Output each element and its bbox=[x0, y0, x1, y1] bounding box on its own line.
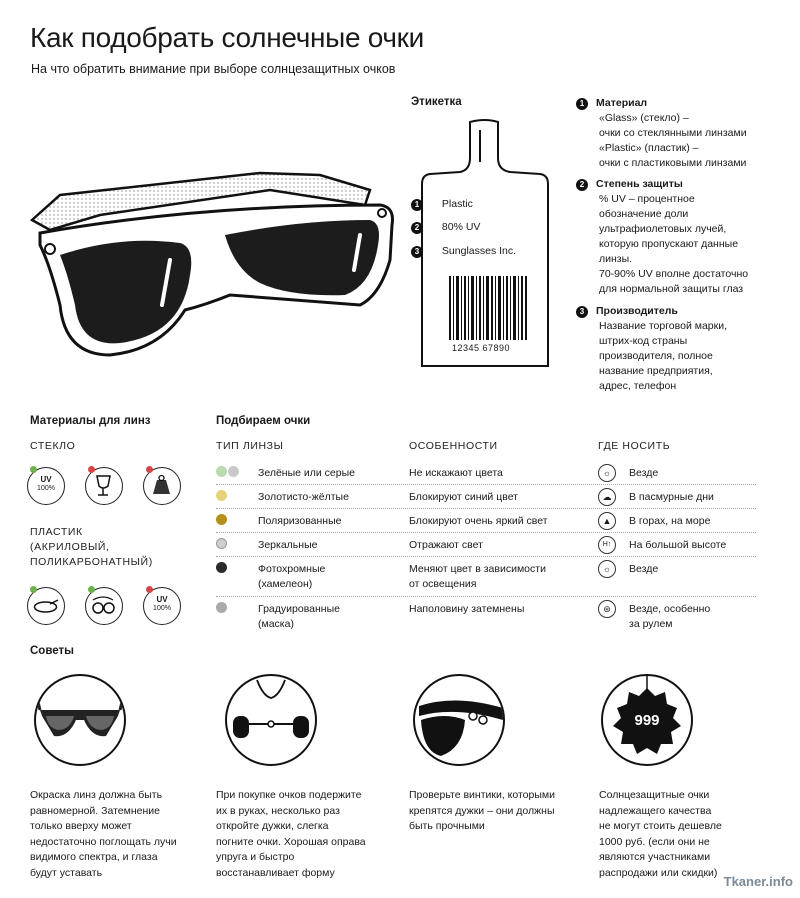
tinted-glasses-icon bbox=[34, 674, 126, 766]
note-manufacturer bbox=[576, 304, 791, 394]
tip-text-2 bbox=[216, 788, 396, 881]
tip-line: 1000 руб. (если они не bbox=[599, 835, 710, 848]
minus-icon bbox=[88, 466, 95, 473]
steering-wheel-icon: ⊛ bbox=[598, 600, 616, 618]
number-badge: 1 bbox=[411, 199, 423, 211]
lens-type bbox=[258, 562, 325, 592]
note-line: «Plastic» (пластик) – bbox=[599, 142, 699, 154]
lens-where: Везде bbox=[629, 563, 659, 575]
number-badge: 2 bbox=[411, 222, 423, 234]
divider bbox=[216, 556, 756, 557]
lens-mirror-swatch bbox=[216, 538, 227, 549]
table-row bbox=[216, 488, 756, 508]
plus-icon bbox=[88, 586, 95, 593]
number-badge: 3 bbox=[411, 246, 423, 258]
price-tag-icon bbox=[601, 674, 693, 766]
uv-text: UV bbox=[156, 595, 168, 604]
glass-label: СТЕКЛО bbox=[30, 440, 76, 452]
sun-icon: ☼ bbox=[598, 464, 616, 482]
sunglasses-illustration bbox=[20, 165, 400, 385]
label-line-1 bbox=[411, 197, 473, 212]
barcode-number: 12345 67890 bbox=[452, 343, 511, 353]
tip-line: распродажи или скидки) bbox=[599, 866, 718, 879]
note-title: Производитель bbox=[596, 305, 678, 317]
divider bbox=[216, 484, 756, 485]
col-where-header: ГДЕ НОСИТЬ bbox=[598, 440, 671, 452]
lens-type bbox=[258, 602, 340, 632]
lens-type-line: (маска) bbox=[258, 618, 294, 630]
lens-where: На большой высоте bbox=[629, 539, 727, 551]
uv-percent: 100% bbox=[153, 605, 171, 612]
note-line: которую пропускают данные bbox=[599, 238, 739, 250]
tip-line: будут уставать bbox=[30, 866, 103, 879]
tip-line: равномерной. Затемнение bbox=[30, 804, 160, 817]
note-title: Материал bbox=[596, 97, 648, 109]
minus-icon bbox=[146, 466, 153, 473]
price-tag-text: 999 bbox=[634, 712, 660, 729]
tip-line: Окраска линз должна быть bbox=[30, 789, 163, 801]
barcode bbox=[449, 276, 529, 340]
lens-swatch bbox=[216, 514, 227, 528]
plastic-label-3: ПОЛИКАРБОНАТНЫЙ) bbox=[30, 556, 153, 568]
note-protection bbox=[576, 177, 791, 297]
lens-features-line: от освещения bbox=[409, 578, 477, 590]
tip-line: быть прочными bbox=[409, 820, 485, 832]
plus-icon bbox=[30, 586, 37, 593]
label-line-2-text: 80% UV bbox=[441, 221, 481, 233]
altitude-icon: H↑ bbox=[598, 536, 616, 554]
lens-features-line: Меняют цвет в зависимости bbox=[409, 563, 546, 575]
mountain-icon: ▲ bbox=[598, 512, 616, 530]
lens-type-line: Фотохромные bbox=[258, 563, 326, 575]
lens-where: В горах, на море bbox=[629, 515, 711, 527]
tip-line: упруга и быстро bbox=[216, 851, 295, 863]
lens-swatch bbox=[216, 602, 227, 616]
note-line: штрих-код страны bbox=[599, 335, 688, 347]
lens-features: Блокируют синий цвет bbox=[409, 491, 518, 503]
lens-type-line: Градуированные bbox=[258, 603, 340, 615]
table-row bbox=[216, 512, 756, 532]
tip-line: При покупке очков подержите bbox=[216, 789, 362, 801]
tip-line: надлежащего качества bbox=[599, 804, 712, 817]
lens-gradient-swatch bbox=[216, 602, 227, 613]
divider bbox=[216, 508, 756, 509]
table-row bbox=[216, 536, 756, 556]
tip-line: недостаточно поглощать лучи bbox=[30, 835, 177, 848]
tip-line: видимого спектра, и глаза bbox=[30, 851, 158, 863]
lens-type: Золотисто-жёлтые bbox=[258, 491, 349, 503]
note-line: адрес, телефон bbox=[599, 380, 677, 392]
flex-temples-icon bbox=[225, 674, 317, 766]
plastic-label-1: ПЛАСТИК bbox=[30, 526, 83, 538]
lens-type: Зеркальные bbox=[258, 539, 318, 551]
lens-swatch bbox=[216, 466, 239, 480]
tip-line: их в руках, несколько раз bbox=[216, 804, 340, 817]
lens-type: Зелёные или серые bbox=[258, 467, 355, 479]
note-line: название предприятия, bbox=[599, 365, 713, 377]
lens-swatch bbox=[216, 490, 227, 504]
note-line: % UV – процентное bbox=[599, 193, 695, 205]
cloud-icon: ☁ bbox=[598, 488, 616, 506]
page-title: Как подобрать солнечные очки bbox=[30, 22, 424, 53]
tip-text-4 bbox=[599, 788, 779, 881]
lens-where bbox=[629, 602, 710, 632]
col-features-header: ОСОБЕННОСТИ bbox=[409, 440, 498, 452]
note-line: очки со стеклянными линзами bbox=[599, 127, 747, 139]
lens-where-line: за рулем bbox=[629, 618, 673, 630]
lens-features: Наполовину затемнены bbox=[409, 603, 525, 615]
tip-line: только вверху может bbox=[30, 820, 132, 832]
table-row bbox=[216, 560, 756, 596]
lens-features bbox=[409, 562, 546, 592]
table-row bbox=[216, 464, 756, 484]
page-subtitle: На что обратить внимание при выборе солнцезащитных очков bbox=[31, 62, 396, 76]
note-line: ультрафиолетовых лучей, bbox=[599, 223, 727, 235]
tip-text-1 bbox=[30, 788, 210, 881]
number-badge: 1 bbox=[576, 98, 588, 110]
materials-heading: Материалы для линз bbox=[30, 415, 151, 427]
divider bbox=[216, 532, 756, 533]
tip-line: погните очки. Хорошая оправа bbox=[216, 835, 366, 848]
plastic-label bbox=[30, 525, 153, 570]
lens-type-line: (хамелеон) bbox=[258, 578, 313, 590]
lens-green-swatch bbox=[216, 466, 227, 477]
tip-line: Солнцезащитные очки bbox=[599, 789, 710, 801]
plus-icon bbox=[30, 466, 37, 473]
table-row bbox=[216, 600, 756, 636]
lens-features: Блокируют очень яркий свет bbox=[409, 515, 548, 527]
tip-line: Проверьте винтики, которыми bbox=[409, 789, 555, 801]
tip-line: откройте дужки, слегка bbox=[216, 820, 329, 832]
lens-swatch bbox=[216, 562, 227, 576]
lens-where-line: Везде, особенно bbox=[629, 603, 711, 615]
lens-grey-swatch bbox=[228, 466, 239, 477]
note-title: Степень защиты bbox=[596, 178, 683, 190]
label-heading: Этикетка bbox=[411, 96, 462, 108]
note-line: 70-90% UV вполне достаточно bbox=[599, 268, 749, 280]
note-line: для нормальной защиты глаз bbox=[599, 283, 744, 295]
label-line-2 bbox=[411, 220, 480, 235]
uv-percent: 100% bbox=[37, 485, 55, 492]
tip-line: являются участниками bbox=[599, 851, 711, 863]
lens-where: В пасмурные дни bbox=[629, 491, 714, 503]
lens-yellow-swatch bbox=[216, 490, 227, 501]
note-line: производителя, полное bbox=[599, 350, 713, 362]
label-line-1-text: Plastic bbox=[441, 198, 473, 210]
lens-where: Везде bbox=[629, 467, 659, 479]
lens-swatch bbox=[216, 538, 227, 552]
lens-features: Отражают свет bbox=[409, 539, 483, 551]
choose-heading: Подбираем очки bbox=[216, 415, 311, 427]
tips-heading: Советы bbox=[30, 645, 74, 657]
note-line: линзы. bbox=[599, 253, 633, 265]
label-line-3-text: Sunglasses Inc. bbox=[441, 245, 517, 257]
watermark: Tkaner.info bbox=[721, 873, 796, 890]
note-line: обозначение доли bbox=[599, 208, 689, 220]
lens-type: Поляризованные bbox=[258, 515, 342, 527]
number-badge: 2 bbox=[576, 179, 588, 191]
divider bbox=[216, 596, 756, 597]
label-line-3 bbox=[411, 244, 516, 259]
number-badge: 3 bbox=[576, 306, 588, 318]
lens-features: Не искажают цвета bbox=[409, 467, 503, 479]
tip-text-3 bbox=[409, 788, 589, 835]
note-material bbox=[576, 96, 791, 171]
lens-polarized-swatch bbox=[216, 514, 227, 525]
uv-text: UV bbox=[40, 475, 52, 484]
screws-icon bbox=[413, 674, 505, 766]
tip-line: не могут стоить дешевле bbox=[599, 820, 722, 832]
minus-icon bbox=[146, 586, 153, 593]
plastic-label-2: (АКРИЛОВЫЙ, bbox=[30, 541, 110, 553]
tip-line: крепятся дужки – они должны bbox=[409, 804, 555, 817]
col-type-header: ТИП ЛИНЗЫ bbox=[216, 440, 284, 452]
note-line: Название торговой марки, bbox=[599, 320, 728, 332]
sun-icon: ☼ bbox=[598, 560, 616, 578]
note-line: «Glass» (стекло) – bbox=[599, 112, 689, 124]
lens-photochromic-swatch bbox=[216, 562, 227, 573]
note-line: очки с пластиковыми линзами bbox=[599, 157, 747, 169]
tip-line: восстанавливает форму bbox=[216, 866, 335, 879]
